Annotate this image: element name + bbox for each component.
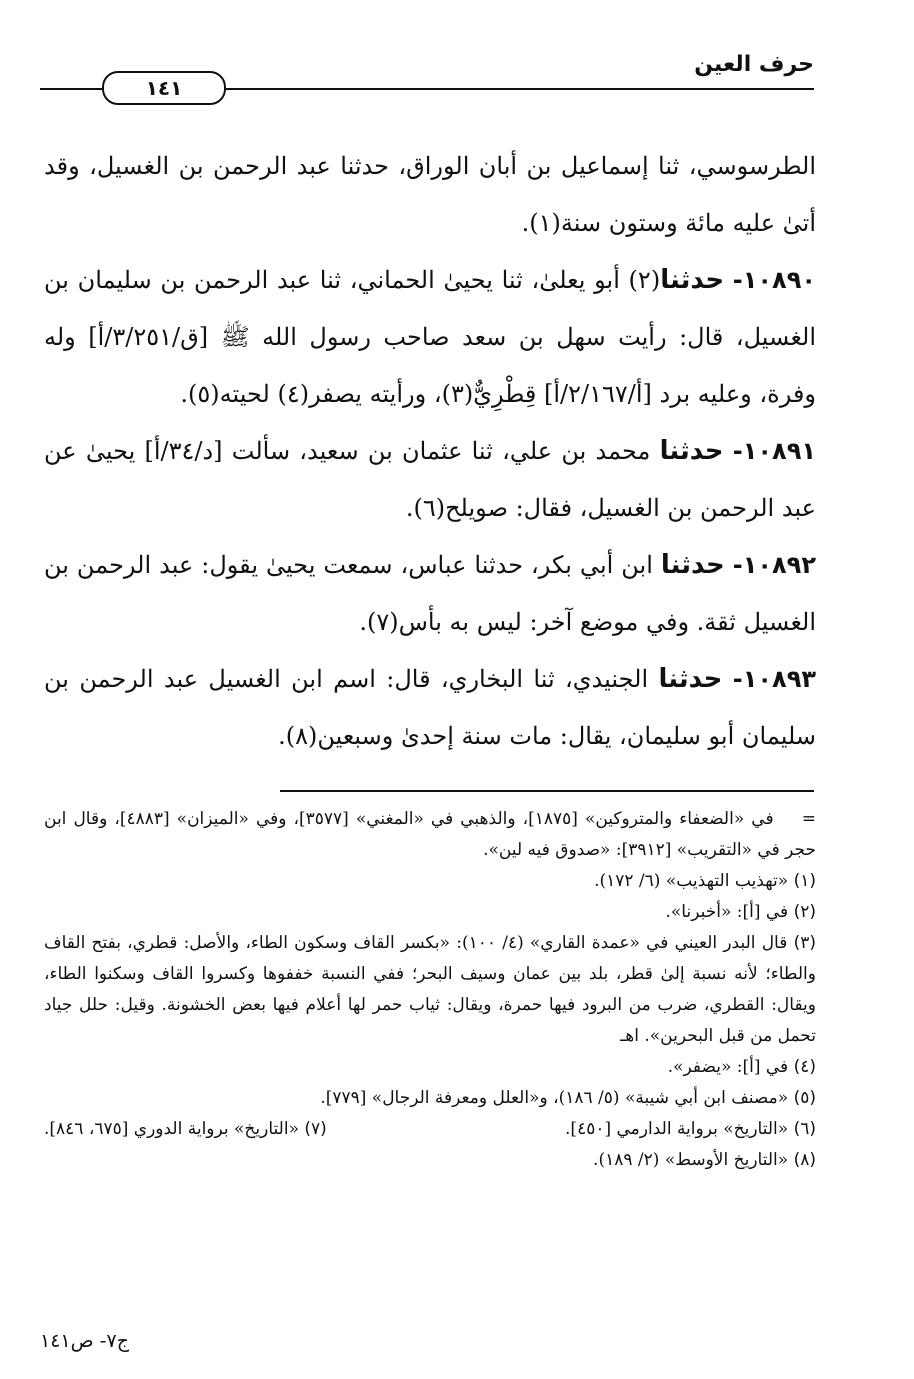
hadith-number: ١٠٨٩١-: [732, 437, 816, 465]
footnote-text: في «الضعفاء والمتروكين» [١٨٧٥]، والذهبي في «المغني» [٣٥٧٧]، وفي «الميزان» [٤٨٨٣]، وقال ابن حجر في «التقريب» [٣٩١٢]: «صدوق فيه لين».: [44, 809, 816, 860]
footnotes: [44, 804, 816, 1176]
hadith-text: (٢) أبو يعلىٰ، ثنا يحيىٰ الحماني، ثنا عبد الرحمن بن سليمان بن الغسيل، قال: رأيت سهل بن سعد صاحب رسول الله ﷺ [ق/٣/٢٥١/أ] وله وفرة، وعليه برد [أ/٢/١٦٧/أ] قِطْرِيٌّ(٣)، ورأيته يصفر(٤) لحيته(٥).: [44, 266, 816, 408]
footnote-5: [44, 1083, 816, 1114]
volume-page-reference: ج٧- ص١٤١: [40, 1330, 129, 1352]
hadith-keyword: حدثنا: [658, 664, 723, 694]
hadith-text: الجنيدي، ثنا البخاري، قال: اسم ابن الغسيل عبد الرحمن بن سليمان أبو سليمان، يقال: مات سنة إحدىٰ وسبعين(٨).: [44, 665, 816, 750]
hadith-10893: [44, 651, 816, 765]
footnote-number: (٧): [304, 1119, 327, 1139]
paragraph-text: الطرسوسي، ثنا إسماعيل بن أبان الوراق، حدثنا عبد الرحمن بن الغسيل، وقد أتىٰ عليه مائة وستون سنة(١).: [44, 152, 816, 237]
continuation-marker: =: [801, 809, 816, 829]
hadith-text: ابن أبي بكر، حدثنا عباس، سمعت يحيىٰ يقول: عبد الرحمن بن الغسيل ثقة. وفي موضع آخر: ليس به بأس(٧).: [44, 551, 816, 636]
hadith-keyword: حدثنا: [660, 550, 725, 580]
footnote-row-6-7: [44, 1114, 816, 1145]
footnote-separator: [280, 790, 814, 792]
footnote-text: «تهذيب التهذيب» (٦/ ١٧٢).: [594, 871, 789, 891]
footnote-text: «التاريخ» برواية الدارمي [٤٥٠].: [565, 1119, 789, 1139]
footnote-number: (٨): [793, 1150, 816, 1170]
footnote-number: (٥): [793, 1088, 816, 1108]
chapter-title: حرف العين: [694, 52, 814, 77]
footnote-8: [44, 1145, 816, 1176]
footnote-number: (٢): [793, 902, 816, 922]
hadith-10892: [44, 537, 816, 651]
hadith-number: ١٠٨٩٠-: [732, 266, 816, 294]
page-number-badge: ١٤١: [102, 71, 226, 105]
hadith-10891: [44, 423, 816, 537]
footnote-6: [565, 1114, 816, 1145]
footnote-text: «التاريخ» برواية الدوري [٦٧٥، ٨٤٦].: [44, 1119, 299, 1139]
footnote-7: [44, 1114, 327, 1145]
footnote-number: (١): [793, 871, 816, 891]
footnote-number: (٤): [793, 1057, 816, 1077]
footnote-continuation: [44, 804, 816, 866]
footnote-text: في [أ]: «أخبرنا».: [665, 902, 789, 922]
footnote-text: «التاريخ الأوسط» (٢/ ١٨٩).: [593, 1150, 789, 1170]
footnote-3: [44, 928, 816, 1052]
footnote-text: في [أ]: «يضفر».: [667, 1057, 789, 1077]
hadith-text: محمد بن علي، ثنا عثمان بن سعيد، سألت [د/٣٤/أ] يحيىٰ عن عبد الرحمن بن الغسيل، فقال: صويلح(٦).: [44, 437, 816, 522]
footnote-4: [44, 1052, 816, 1083]
page-header: [40, 48, 814, 108]
hadith-number: ١٠٨٩٣-: [732, 665, 816, 693]
hadith-keyword: حدثنا: [660, 265, 725, 295]
footnote-number: (٣): [793, 933, 816, 953]
hadith-keyword: حدثنا: [659, 436, 724, 466]
paragraph: [44, 138, 816, 252]
hadith-10890: [44, 252, 816, 423]
footnote-2: [44, 897, 816, 928]
footnote-1: [44, 866, 816, 897]
footnote-text: قال البدر العيني في «عمدة القاري» (٤/ ١٠٠): «بكسر القاف وسكون الطاء، والأصل: قطري، بفتح القاف والطاء؛ لأنه نسبة إلىٰ قطر، بلد بين عمان وسيف البحر؛ ففي النسبة خففوها وكسروا القاف وسكنوا الطاء، ويقال: القطري، ضرب من البرود فيها حمرة، ويقال: ثياب حمر لها أعلام فيها بعض الخشونة. وقيل: حلل جياد تحمل من قبل البحرين». اهـ: [44, 933, 816, 1046]
footnote-text: «مصنف ابن أبي شيبة» (٥/ ١٨٦)، و«العلل ومعرفة الرجال» [٧٧٩].: [320, 1088, 789, 1108]
main-text: [44, 138, 816, 765]
footnote-number: (٦): [793, 1119, 816, 1139]
hadith-number: ١٠٨٩٢-: [732, 551, 816, 579]
